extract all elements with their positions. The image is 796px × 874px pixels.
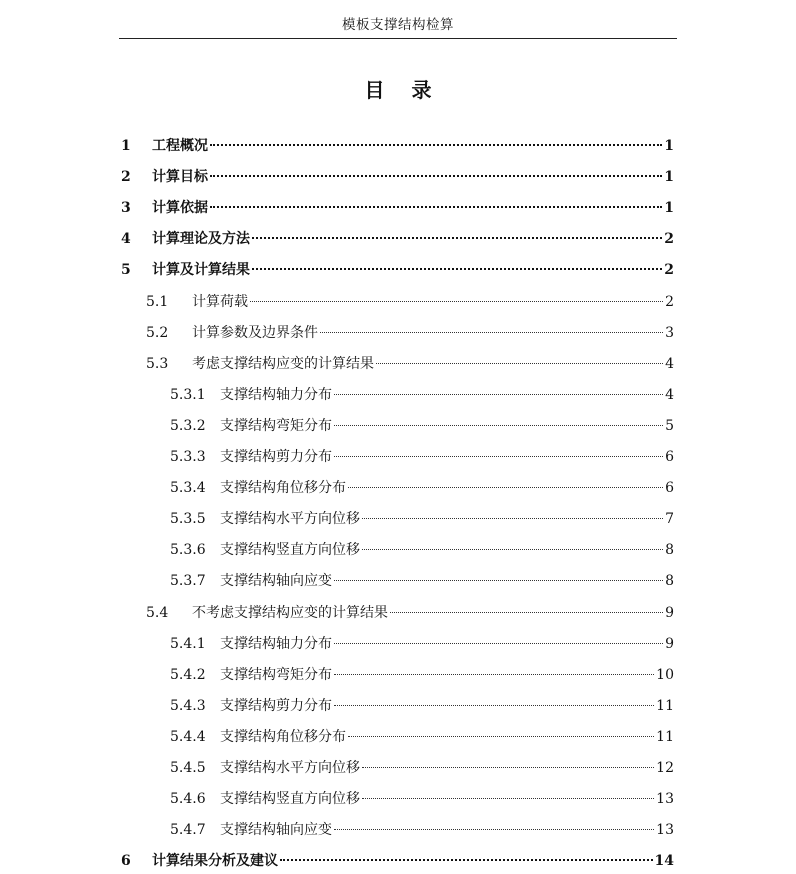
toc-entry-title: 支撑结构角位移分布 [220, 480, 346, 497]
toc-entry-title: 支撑结构水平方向位移 [220, 511, 360, 528]
dot-leader [362, 767, 654, 768]
dot-leader [280, 859, 653, 861]
toc-title: 目 录 [364, 78, 442, 102]
toc-entry[interactable] [0, 229, 796, 249]
toc-entry-title: 考虑支撑结构应变的计算结果 [192, 355, 374, 372]
toc-entry-number: 5.4.3 [170, 697, 206, 714]
toc-entry[interactable] [0, 603, 796, 623]
toc-entry-number: 6 [121, 853, 131, 870]
toc-entry-number: 5.3.5 [170, 511, 206, 528]
toc-entry[interactable] [0, 509, 796, 529]
dot-leader [334, 456, 663, 457]
toc-entry[interactable] [0, 634, 796, 654]
toc-entry-title: 计算依据 [152, 200, 208, 217]
toc-entry[interactable] [0, 354, 796, 374]
toc-entry[interactable] [0, 540, 796, 560]
toc-entry-page-number: 3 [665, 324, 674, 341]
dot-leader [250, 301, 663, 302]
toc-entry-title: 支撑结构轴力分布 [220, 386, 332, 403]
toc-entry-page-number: 4 [665, 386, 674, 403]
toc-entry-title: 支撑结构弯矩分布 [220, 417, 332, 434]
running-header-title: 模板支撑结构检算 [342, 17, 454, 33]
toc-entry-page-number: 12 [656, 760, 674, 776]
toc-entry-page-number: 14 [654, 853, 674, 870]
toc-entry-title: 计算及计算结果 [152, 262, 250, 279]
toc-entry-page-number: 11 [656, 728, 674, 745]
toc-entry[interactable] [0, 665, 796, 685]
toc-entry-title: 支撑结构弯矩分布 [220, 666, 332, 683]
toc-entry[interactable] [0, 167, 796, 187]
toc-entry-page-number: 9 [665, 635, 674, 652]
dot-leader [320, 332, 663, 333]
dot-leader [362, 518, 663, 519]
toc-entry-title: 计算理论及方法 [152, 231, 250, 248]
toc-entry-number: 5.4.1 [170, 635, 206, 652]
toc-entry-number: 5.1 [146, 293, 169, 310]
toc-entry[interactable] [0, 447, 796, 467]
toc-entry-title: 支撑结构角位移分布 [220, 728, 346, 745]
toc-entry-number: 5.3.2 [170, 417, 206, 434]
toc-entry-number: 5.4.6 [170, 791, 206, 808]
toc-entry-page-number: 7 [665, 511, 674, 528]
toc-entry-title: 支撑结构轴向应变 [220, 573, 332, 590]
toc-entry-page-number: 8 [665, 573, 674, 590]
toc-entry[interactable] [0, 789, 796, 809]
toc-entry-number: 5.4.5 [170, 760, 206, 776]
toc-entry-number: 5.3.1 [170, 386, 206, 403]
toc-entry[interactable] [0, 416, 796, 436]
toc-entry-title: 支撑结构竖直方向位移 [220, 542, 360, 559]
toc-entry[interactable] [0, 571, 796, 591]
toc-entry[interactable] [0, 323, 796, 343]
toc-entry[interactable] [0, 198, 796, 218]
dot-leader [390, 612, 663, 613]
dot-leader [252, 268, 662, 270]
toc-entry-page-number: 6 [665, 480, 674, 497]
toc-entry-number: 5.3.7 [170, 573, 206, 590]
dot-leader [348, 487, 663, 488]
dot-leader [210, 175, 662, 177]
toc-entry-number: 5.2 [146, 324, 169, 341]
toc-entry-page-number: 1 [664, 138, 674, 154]
toc-entry[interactable] [0, 136, 796, 156]
toc-entry[interactable] [0, 727, 796, 747]
toc-entry[interactable] [0, 758, 796, 778]
toc-entry-page-number: 8 [665, 542, 674, 559]
toc-entry-number: 4 [121, 231, 131, 248]
toc-entry[interactable] [0, 851, 796, 871]
toc-entry-page-number: 1 [664, 169, 674, 186]
toc-entry-title: 计算荷载 [192, 293, 248, 310]
toc-entry-number: 5.4.4 [170, 728, 206, 745]
dot-leader [362, 549, 663, 550]
dot-leader [334, 425, 663, 426]
dot-leader [210, 206, 662, 208]
toc-entry-number: 5.3.3 [170, 449, 206, 465]
toc-entry-page-number: 5 [665, 417, 674, 434]
toc-entry-number: 3 [121, 200, 131, 217]
toc-entry-title: 计算参数及边界条件 [192, 324, 318, 341]
toc-entry-title: 支撑结构水平方向位移 [220, 760, 360, 776]
toc-entry-page-number: 9 [665, 604, 674, 621]
toc-entry[interactable] [0, 820, 796, 840]
dot-leader [376, 363, 663, 364]
toc-entry-title: 支撑结构竖直方向位移 [220, 791, 360, 808]
toc-entry-page-number: 2 [664, 231, 674, 248]
toc-entry-title: 不考虑支撑结构应变的计算结果 [192, 604, 388, 621]
toc-entry-page-number: 1 [664, 200, 674, 217]
toc-entry-number: 5 [121, 262, 131, 279]
toc-entry-page-number: 11 [656, 697, 674, 714]
dot-leader [362, 798, 654, 799]
toc-entry-title: 工程概况 [152, 138, 208, 154]
toc-entry-page-number: 2 [664, 262, 674, 279]
dot-leader [334, 705, 654, 706]
toc-entry[interactable] [0, 696, 796, 716]
toc-entry-page-number: 10 [656, 666, 674, 683]
toc-entry-title: 支撑结构轴向应变 [220, 822, 332, 839]
toc-entry-number: 5.4.7 [170, 822, 206, 839]
toc-entry-number: 1 [121, 138, 131, 154]
dot-leader [334, 580, 663, 581]
dot-leader [334, 394, 663, 395]
toc-entry-title: 支撑结构轴力分布 [220, 635, 332, 652]
toc-entry-number: 2 [121, 169, 131, 186]
dot-leader [334, 674, 654, 675]
toc-entry-title: 支撑结构剪力分布 [220, 697, 332, 714]
toc-entry-page-number: 13 [656, 822, 674, 839]
toc-entry-page-number: 4 [665, 355, 674, 372]
toc-entry[interactable] [0, 385, 796, 405]
dot-leader [334, 829, 654, 830]
toc-entry-title: 支撑结构剪力分布 [220, 449, 332, 465]
toc-entry-page-number: 6 [665, 449, 674, 465]
toc-entry[interactable] [0, 478, 796, 498]
toc-entry[interactable] [0, 292, 796, 312]
dot-leader [210, 144, 662, 146]
toc-entry-number: 5.3.4 [170, 480, 206, 497]
toc-entry-number: 5.4 [146, 604, 169, 621]
toc-entry-title: 计算目标 [152, 169, 208, 186]
toc-entry-page-number: 2 [665, 293, 674, 310]
toc-entry[interactable] [0, 260, 796, 280]
dot-leader [334, 643, 663, 644]
dot-leader [252, 237, 662, 239]
toc-entry-number: 5.3 [146, 355, 169, 372]
toc-entry-number: 5.4.2 [170, 666, 206, 683]
toc-entry-title: 计算结果分析及建议 [152, 853, 278, 870]
toc-entry-number: 5.3.6 [170, 542, 206, 559]
dot-leader [348, 736, 654, 737]
toc-entry-page-number: 13 [656, 791, 674, 808]
